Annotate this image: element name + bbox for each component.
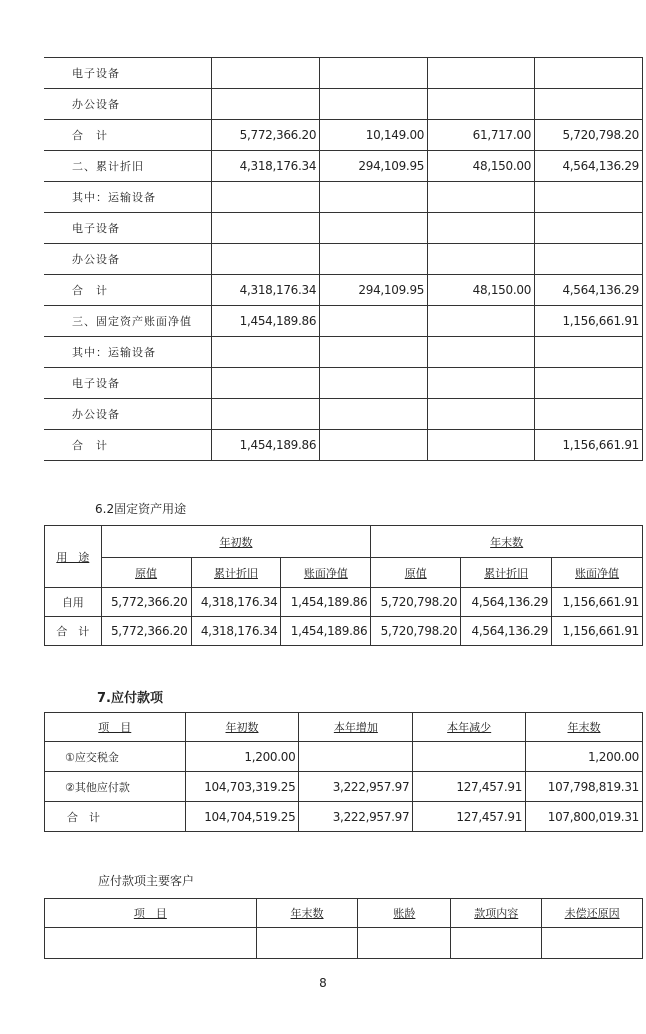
value-cell — [428, 89, 535, 120]
value-cell — [212, 368, 320, 399]
row-label: 二、累计折旧 — [44, 151, 212, 182]
column-header: 项 目 — [45, 899, 257, 928]
column-header: 年末数 — [256, 899, 358, 928]
column-header: 本年减少 — [413, 713, 526, 742]
value-cell: 104,704,519.25 — [185, 802, 299, 832]
sub-header: 账面净值 — [281, 558, 371, 588]
table-row — [44, 337, 643, 368]
row-label: 合 计 — [44, 275, 212, 306]
value-cell — [428, 337, 535, 368]
table-row — [44, 306, 643, 337]
value-cell: 4,564,136.29 — [461, 617, 552, 646]
value-cell — [299, 742, 413, 772]
value-cell — [212, 337, 320, 368]
row-label: 合 计 — [44, 120, 212, 151]
value-cell — [212, 89, 320, 120]
table-row — [44, 89, 643, 120]
fixed-asset-summary-table — [44, 57, 643, 461]
value-cell — [320, 399, 428, 430]
value-cell: 4,318,176.34 — [191, 588, 281, 617]
table-row — [44, 151, 643, 182]
column-header: 年初数 — [185, 713, 299, 742]
value-cell — [320, 368, 428, 399]
value-cell: 1,454,189.86 — [212, 430, 320, 461]
value-cell: 127,457.91 — [413, 772, 526, 802]
table-row — [44, 244, 643, 275]
sub-header: 累计折旧 — [191, 558, 281, 588]
usage-heading: 6.2固定资产用途 — [95, 502, 187, 516]
value-cell: 4,564,136.29 — [535, 151, 643, 182]
value-cell: 1,200.00 — [526, 742, 643, 772]
value-cell — [212, 399, 320, 430]
value-cell — [428, 58, 535, 89]
row-label: 合 计 — [44, 430, 212, 461]
row-label: 合 计 — [45, 802, 186, 832]
value-cell: 4,318,176.34 — [212, 275, 320, 306]
table-row — [44, 399, 643, 430]
value-cell: 1,454,189.86 — [281, 617, 371, 646]
row-label: ②其他应付款 — [45, 772, 186, 802]
payable-heading: 7.应付款项 — [97, 691, 163, 706]
table-row — [44, 182, 643, 213]
table-row — [44, 213, 643, 244]
row-label: 电子设备 — [44, 58, 212, 89]
value-cell — [320, 89, 428, 120]
table-row — [44, 430, 643, 461]
table-row — [45, 617, 643, 646]
row-label: 电子设备 — [44, 368, 212, 399]
value-cell: 1,156,661.91 — [535, 306, 643, 337]
value-cell: 127,457.91 — [413, 802, 526, 832]
row-label: ①应交税金 — [45, 742, 186, 772]
value-cell: 1,454,189.86 — [212, 306, 320, 337]
value-cell — [320, 337, 428, 368]
value-cell — [212, 213, 320, 244]
column-header: 年末数 — [526, 713, 643, 742]
value-cell: 5,772,366.20 — [101, 588, 191, 617]
value-cell: 5,772,366.20 — [212, 120, 320, 151]
value-cell — [535, 89, 643, 120]
table-row — [45, 742, 643, 772]
value-cell — [535, 399, 643, 430]
sub-header: 原值 — [371, 558, 461, 588]
empty-cell — [451, 928, 542, 959]
value-cell: 107,798,819.31 — [526, 772, 643, 802]
value-cell: 294,109.95 — [320, 151, 428, 182]
value-cell — [535, 213, 643, 244]
table-row — [45, 772, 643, 802]
value-cell — [212, 244, 320, 275]
table-row — [44, 275, 643, 306]
value-cell — [320, 182, 428, 213]
value-cell: 1,454,189.86 — [281, 588, 371, 617]
empty-cell — [542, 928, 643, 959]
empty-cell — [256, 928, 358, 959]
value-cell — [535, 58, 643, 89]
row-label: 其中：运输设备 — [44, 182, 212, 213]
value-cell — [428, 182, 535, 213]
empty-cell — [358, 928, 451, 959]
value-cell: 107,800,019.31 — [526, 802, 643, 832]
value-cell — [428, 368, 535, 399]
value-cell — [428, 244, 535, 275]
value-cell — [535, 337, 643, 368]
value-cell — [212, 58, 320, 89]
value-cell — [212, 182, 320, 213]
sub-header: 累计折旧 — [461, 558, 552, 588]
value-cell: 5,720,798.20 — [535, 120, 643, 151]
empty-cell — [45, 928, 257, 959]
row-label: 自用 — [45, 588, 102, 617]
value-cell — [320, 213, 428, 244]
value-cell — [428, 306, 535, 337]
value-cell — [320, 430, 428, 461]
table-row — [44, 120, 643, 151]
row-label: 三、固定资产账面净值 — [44, 306, 212, 337]
value-cell — [320, 306, 428, 337]
group-end-header: 年末数 — [371, 526, 643, 558]
value-cell — [428, 430, 535, 461]
page-number: 8 — [319, 976, 327, 990]
value-cell — [535, 368, 643, 399]
value-cell: 3,222,957.97 — [299, 802, 413, 832]
value-cell: 1,156,661.91 — [535, 430, 643, 461]
value-cell: 48,150.00 — [428, 275, 535, 306]
value-cell — [320, 244, 428, 275]
value-cell: 294,109.95 — [320, 275, 428, 306]
value-cell — [413, 742, 526, 772]
column-header: 未偿还原因 — [542, 899, 643, 928]
table-row — [45, 802, 643, 832]
group-begin-header: 年初数 — [101, 526, 371, 558]
value-cell — [535, 244, 643, 275]
row-label: 合 计 — [45, 617, 102, 646]
value-cell: 1,200.00 — [185, 742, 299, 772]
fixed-asset-usage-table — [44, 525, 643, 646]
value-cell: 61,717.00 — [428, 120, 535, 151]
sub-header: 账面净值 — [552, 558, 643, 588]
column-header: 款项内容 — [451, 899, 542, 928]
value-cell — [535, 182, 643, 213]
payable-customers-table — [44, 898, 643, 959]
value-cell: 4,318,176.34 — [212, 151, 320, 182]
value-cell — [320, 58, 428, 89]
table-row — [44, 58, 643, 89]
value-cell — [428, 213, 535, 244]
accounts-payable-table — [44, 712, 643, 832]
row-label: 办公设备 — [44, 244, 212, 275]
value-cell: 5,720,798.20 — [371, 617, 461, 646]
column-header: 项 目 — [45, 713, 186, 742]
table-row — [45, 588, 643, 617]
row-label: 办公设备 — [44, 399, 212, 430]
value-cell: 4,318,176.34 — [191, 617, 281, 646]
value-cell: 10,149.00 — [320, 120, 428, 151]
table-row — [44, 368, 643, 399]
value-cell: 4,564,136.29 — [461, 588, 552, 617]
value-cell: 4,564,136.29 — [535, 275, 643, 306]
value-cell: 1,156,661.91 — [552, 617, 643, 646]
column-header: 账龄 — [358, 899, 451, 928]
col-use-header: 用 途 — [45, 526, 102, 588]
row-label: 电子设备 — [44, 213, 212, 244]
value-cell: 48,150.00 — [428, 151, 535, 182]
row-label: 办公设备 — [44, 89, 212, 120]
customers-heading: 应付款项主要客户 — [98, 874, 195, 888]
value-cell: 5,772,366.20 — [101, 617, 191, 646]
row-label: 其中：运输设备 — [44, 337, 212, 368]
value-cell: 5,720,798.20 — [371, 588, 461, 617]
sub-header: 原值 — [101, 558, 191, 588]
value-cell — [428, 399, 535, 430]
column-header: 本年增加 — [299, 713, 413, 742]
value-cell: 104,703,319.25 — [185, 772, 299, 802]
value-cell: 1,156,661.91 — [552, 588, 643, 617]
value-cell: 3,222,957.97 — [299, 772, 413, 802]
